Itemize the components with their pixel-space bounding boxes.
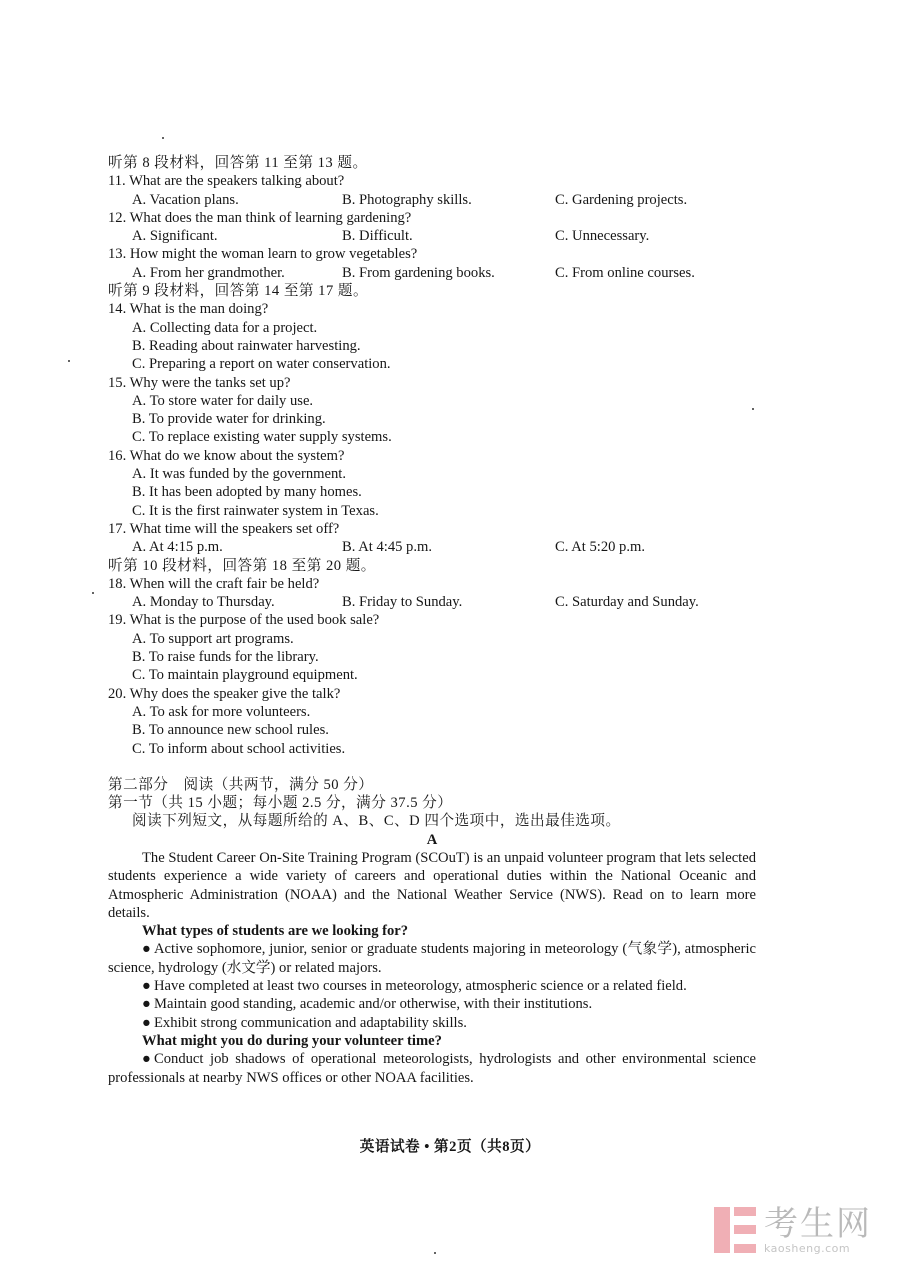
q19-stem: 19. What is the purpose of the used book sale?	[108, 612, 380, 629]
scan-speck	[68, 360, 70, 362]
bullet-text: Have completed at least two courses in meteorology, atmospheric science or a related field.	[154, 978, 687, 995]
passage-intro: The Student Career On-Site Training Program (SCOuT) is an unpaid volunteer program that lets selected students experience a wide variety of careers and operational duties within the National Oceanic and Atmospheric Administration (NOAA) and the National Weather Service (NWS). Read on to learn more details.	[108, 849, 756, 921]
q14-option-a: A. Collecting data for a project.	[132, 319, 318, 336]
q20-option-b: B. To announce new school rules.	[132, 722, 329, 739]
page-footer: 英语试卷 • 第2页（共8页）	[359, 1139, 541, 1155]
q15-stem: 15. Why were the tanks set up?	[108, 374, 291, 391]
q17-stem: 17. What time will the speakers set off?	[108, 520, 340, 537]
bullet-text: Active sophomore, junior, senior or graduate students majoring in meteorology (气象学), atmospheric science, hydrology (水文学) or related majors.	[108, 941, 756, 976]
scan-speck	[434, 1252, 436, 1254]
q15-option-c: C. To replace existing water supply systems.	[132, 429, 392, 446]
q12-stem: 12. What does the man think of learning gardening?	[108, 209, 412, 226]
reading-part-title: 第二部分 阅读（共两节，满分 50 分）	[108, 776, 374, 793]
bullet-icon: ●	[142, 978, 151, 995]
watermark	[714, 1205, 872, 1255]
q20-option-c: C. To inform about school activities.	[132, 740, 346, 757]
scan-speck	[162, 137, 164, 139]
bullet-courses	[108, 977, 756, 995]
q12-option-b: B. Difficult.	[342, 228, 413, 245]
bullet-job-shadows	[108, 1050, 756, 1087]
q20-option-a: A. To ask for more volunteers.	[132, 703, 311, 720]
q16-option-b: B. It has been adopted by many homes.	[132, 484, 362, 501]
q12-option-a: A. Significant.	[132, 228, 218, 245]
scan-speck	[752, 408, 754, 410]
q15-option-b: B. To provide water for drinking.	[132, 411, 326, 428]
q17-option-c: C. At 5:20 p.m.	[555, 539, 646, 556]
q11-options	[108, 191, 756, 209]
q15-option-a: A. To store water for daily use.	[132, 392, 314, 409]
q12-option-c: C. Unnecessary.	[555, 228, 650, 245]
bullet-text: Conduct job shadows of operational meteorologists, hydrologists and other environmental science professionals at nearby NWS offices or other NOAA facilities.	[108, 1051, 756, 1086]
q13-option-c: C. From online courses.	[555, 264, 695, 281]
passage-letter: A	[426, 831, 438, 848]
reading-instruction: 阅读下列短文，从每题所给的 A、B、C、D 四个选项中，选出最佳选项。	[132, 813, 621, 830]
q19-option-c: C. To maintain playground equipment.	[132, 667, 358, 684]
heading-volunteer-time: What might you do during your volunteer time?	[142, 1032, 442, 1049]
q11-stem: 11. What are the speakers talking about?	[108, 173, 345, 190]
bullet-text: Exhibit strong communication and adaptability skills.	[154, 1014, 467, 1031]
q19-option-a: A. To support art programs.	[132, 630, 294, 647]
q14-option-c: C. Preparing a report on water conservation.	[132, 356, 391, 373]
q11-option-a: A. Vacation plans.	[132, 191, 239, 208]
q13-option-a: A. From her grandmother.	[132, 264, 285, 281]
q11-option-b: B. Photography skills.	[342, 191, 472, 208]
scan-speck	[92, 592, 94, 594]
q14-stem: 14. What is the man doing?	[108, 301, 269, 318]
q13-option-b: B. From gardening books.	[342, 264, 495, 281]
q18-stem: 18. When will the craft fair be held?	[108, 575, 320, 592]
bullet-icon: ●	[142, 996, 151, 1013]
q14-option-b: B. Reading about rainwater harvesting.	[132, 337, 361, 354]
q18-options	[108, 593, 756, 611]
bullet-skills	[108, 1014, 756, 1032]
q13-options	[108, 264, 756, 282]
q16-option-c: C. It is the first rainwater system in Texas.	[132, 502, 379, 519]
watermark-en: kaosheng.com	[764, 1242, 851, 1255]
bullet-text: Maintain good standing, academic and/or otherwise, with their institutions.	[154, 996, 593, 1013]
q16-stem: 16. What do we know about the system?	[108, 447, 345, 464]
section9-intro: 听第 9 段材料，回答第 14 至第 17 题。	[108, 283, 369, 300]
q19-option-b: B. To raise funds for the library.	[132, 649, 319, 666]
q11-option-c: C. Gardening projects.	[555, 191, 688, 208]
q17-option-a: A. At 4:15 p.m.	[132, 539, 223, 556]
q18-option-a: A. Monday to Thursday.	[132, 594, 275, 611]
section10-intro: 听第 10 段材料，回答第 18 至第 20 题。	[108, 557, 376, 574]
section8-intro: 听第 8 段材料，回答第 11 至第 13 题。	[108, 155, 368, 171]
bullet-icon: ●	[142, 1051, 151, 1068]
bullet-icon: ●	[142, 1014, 151, 1031]
bullet-icon: ●	[142, 941, 151, 958]
q12-options	[108, 227, 756, 245]
q17-option-b: B. At 4:45 p.m.	[342, 539, 433, 556]
heading-student-types: What types of students are we looking for?	[142, 923, 409, 940]
bullet-standing	[108, 995, 756, 1013]
watermark-logo-icon	[714, 1207, 756, 1253]
q18-option-b: B. Friday to Sunday.	[342, 594, 463, 611]
q13-stem: 13. How might the woman learn to grow vegetables?	[108, 246, 418, 263]
exam-page	[108, 154, 756, 1087]
bullet-majors	[108, 940, 756, 977]
q16-option-a: A. It was funded by the government.	[132, 466, 346, 483]
watermark-cn: 考生网	[764, 1204, 872, 1244]
q18-option-c: C. Saturday and Sunday.	[555, 594, 699, 611]
q20-stem: 20. Why does the speaker give the talk?	[108, 685, 341, 702]
reading-section-title: 第一节（共 15 小题；每小题 2.5 分，满分 37.5 分）	[108, 795, 453, 812]
q17-options	[108, 538, 756, 556]
